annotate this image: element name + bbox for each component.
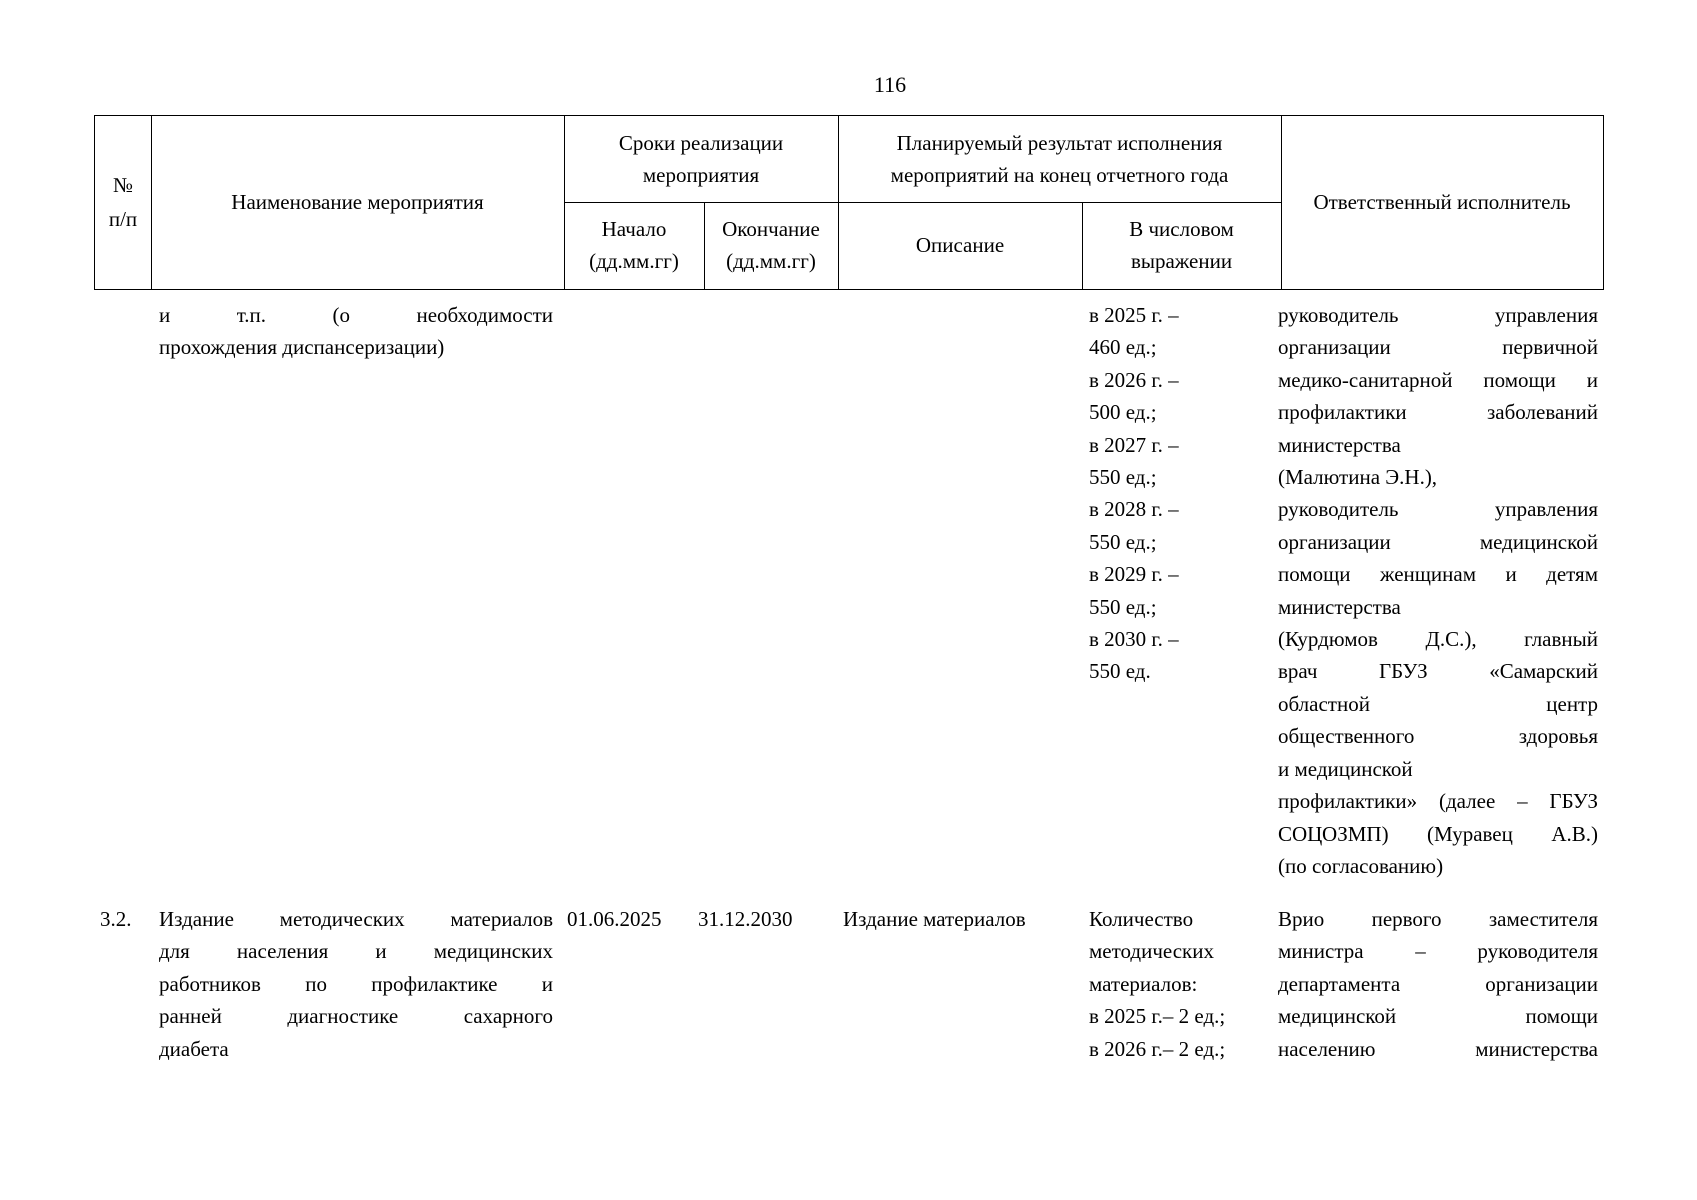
header-description: Описание — [915, 233, 1005, 257]
header-executor: Ответственный исполнитель — [1313, 190, 1571, 214]
row1-executor: руководитель управления организации первичной медико-санитарной помощи и профилактики заболеваний министерства (Малютина Э.Н.), руководитель управления организации медицинской помощи женщинам и детям министерства (Курдюмов Д.С.), главный врач ГБУЗ «Самарский областной центр общественного здоровья и медицинской профилактики» (далее – ГБУЗ СОЦОЗМП) (Муравец А.В.) (по согласованию) — [1278, 303, 1598, 878]
row2-end-date: 31.12.2030 — [698, 907, 793, 931]
header-start: Начало (дд.мм.гг) — [589, 217, 679, 273]
row2-name: Издание методических материалов для населения и медицинских работников по профилактике и ранней диагностике сахарного диабета — [159, 907, 553, 1061]
page-number: 116 — [873, 72, 907, 97]
header-terms: Сроки реализации мероприятия — [618, 131, 784, 187]
header-numeric: В числовом выражении — [1129, 217, 1234, 273]
header-end: Окончание (дд.мм.гг) — [722, 217, 820, 273]
row2-description: Издание материалов — [843, 907, 1026, 931]
header-result: Планируемый результат исполнения мероприятий на конец отчетного года — [890, 131, 1229, 187]
header-name: Наименование мероприятия — [231, 190, 484, 214]
row2-start-date: 01.06.2025 — [567, 907, 662, 931]
row1-name: и т.п. (о необходимости прохождения диспансеризации) — [159, 303, 553, 360]
table-header — [94, 115, 1604, 290]
row1-numeric: в 2025 г. – 460 ед.; в 2026 г. – 500 ед.; в 2027 г. – 550 ед.; в 2028 г. – 550 ед.; в 2029 г. – 550 ед.; в 2030 г. – 550 ед. — [1089, 303, 1179, 684]
row2-executor: Врио первого заместителя министра – руководителя департамента организации медицинской помощи населению министерства — [1278, 907, 1598, 1061]
row2-numeric: Количество методических материалов: в 2025 г.– 2 ед.; в 2026 г.– 2 ед.; — [1089, 907, 1226, 1061]
row2-number: 3.2. — [100, 907, 132, 931]
header-number: № п/п — [108, 173, 138, 231]
